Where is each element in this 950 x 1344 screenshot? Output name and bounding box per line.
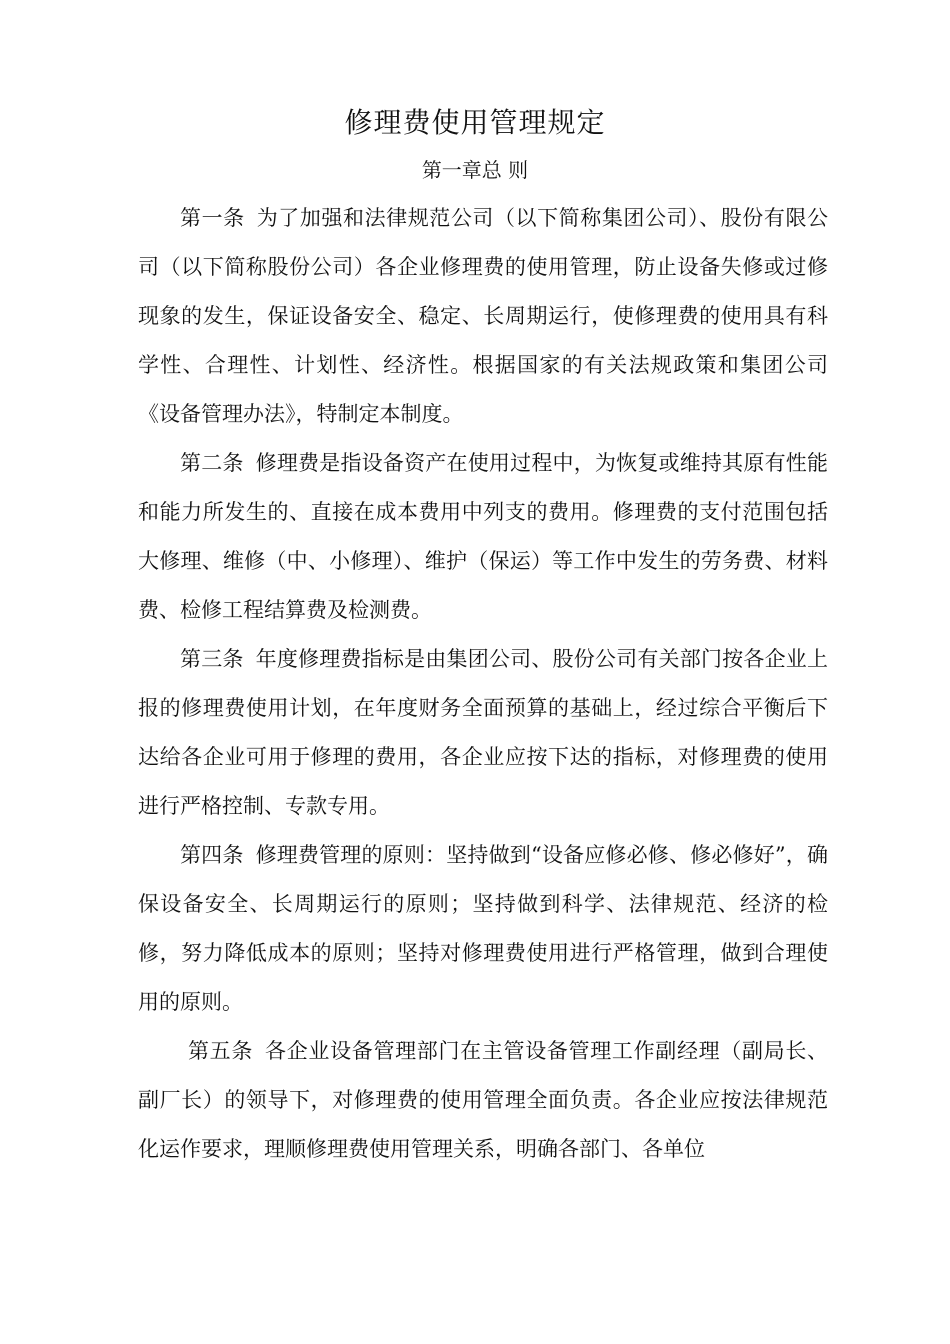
article-text: 修理费是指设备资产在使用过程中，为恢复或维持其原有性能和能力所发生的、直接在成本费用中列支的费用。修理费的支付范围包括大修理、维修（中、小修理）、维护（保运）等工作中发生的劳务费、材料费、检修工程结算费及检测费。: [138, 451, 829, 622]
article-3: [138, 635, 828, 831]
article-label: 第二条: [180, 451, 244, 475]
article-label: 第三条: [180, 647, 244, 671]
article-text: 年度修理费指标是由集团公司、股份公司有关部门按各企业上报的修理费使用计划，在年度财务全面预算的基础上，经过综合平衡后下达给各企业可用于修理的费用，各企业应按下达的指标，对修理费的使用进行严格控制、专款专用。: [138, 647, 829, 818]
document-title: 修理费使用管理规定: [344, 106, 606, 139]
article-text: 为了加强和法律规范公司（以下简称集团公司）、股份有限公司（以下简称股份公司）各企业修理费的使用管理，防止设备失修或过修现象的发生，保证设备安全、稳定、长周期运行，使修理费的使用具有科学性、合理性、计划性、经济性。根据国家的有关法规政策和集团公司《设备管理办法》，特制定本制度。: [138, 206, 829, 426]
article-label: 第一条: [180, 206, 245, 230]
document-body: [138, 194, 828, 1174]
article-text: 各企业设备管理部门在主管设备管理工作副经理（副局长、副厂长）的领导下，对修理费的使用管理全面负责。各企业应按法律规范化运作要求，理顺修理费使用管理关系，明确各部门、各单位: [138, 1039, 829, 1161]
article-1: [138, 194, 828, 439]
chapter-heading: 第一章总 则: [421, 158, 529, 182]
article-label: 第四条: [180, 843, 244, 867]
article-2: [138, 439, 828, 635]
article-4: [138, 831, 828, 1027]
article-text: 修理费管理的原则：坚持做到“设备应修必修、修必修好”，确保设备安全、长周期运行的原则；坚持做到科学、法律规范、经济的检修，努力降低成本的原则；坚持对修理费使用进行严格管理，做到合理使用的原则。: [138, 843, 828, 1014]
article-label: 第五条: [188, 1039, 254, 1063]
article-5: [138, 1027, 828, 1174]
